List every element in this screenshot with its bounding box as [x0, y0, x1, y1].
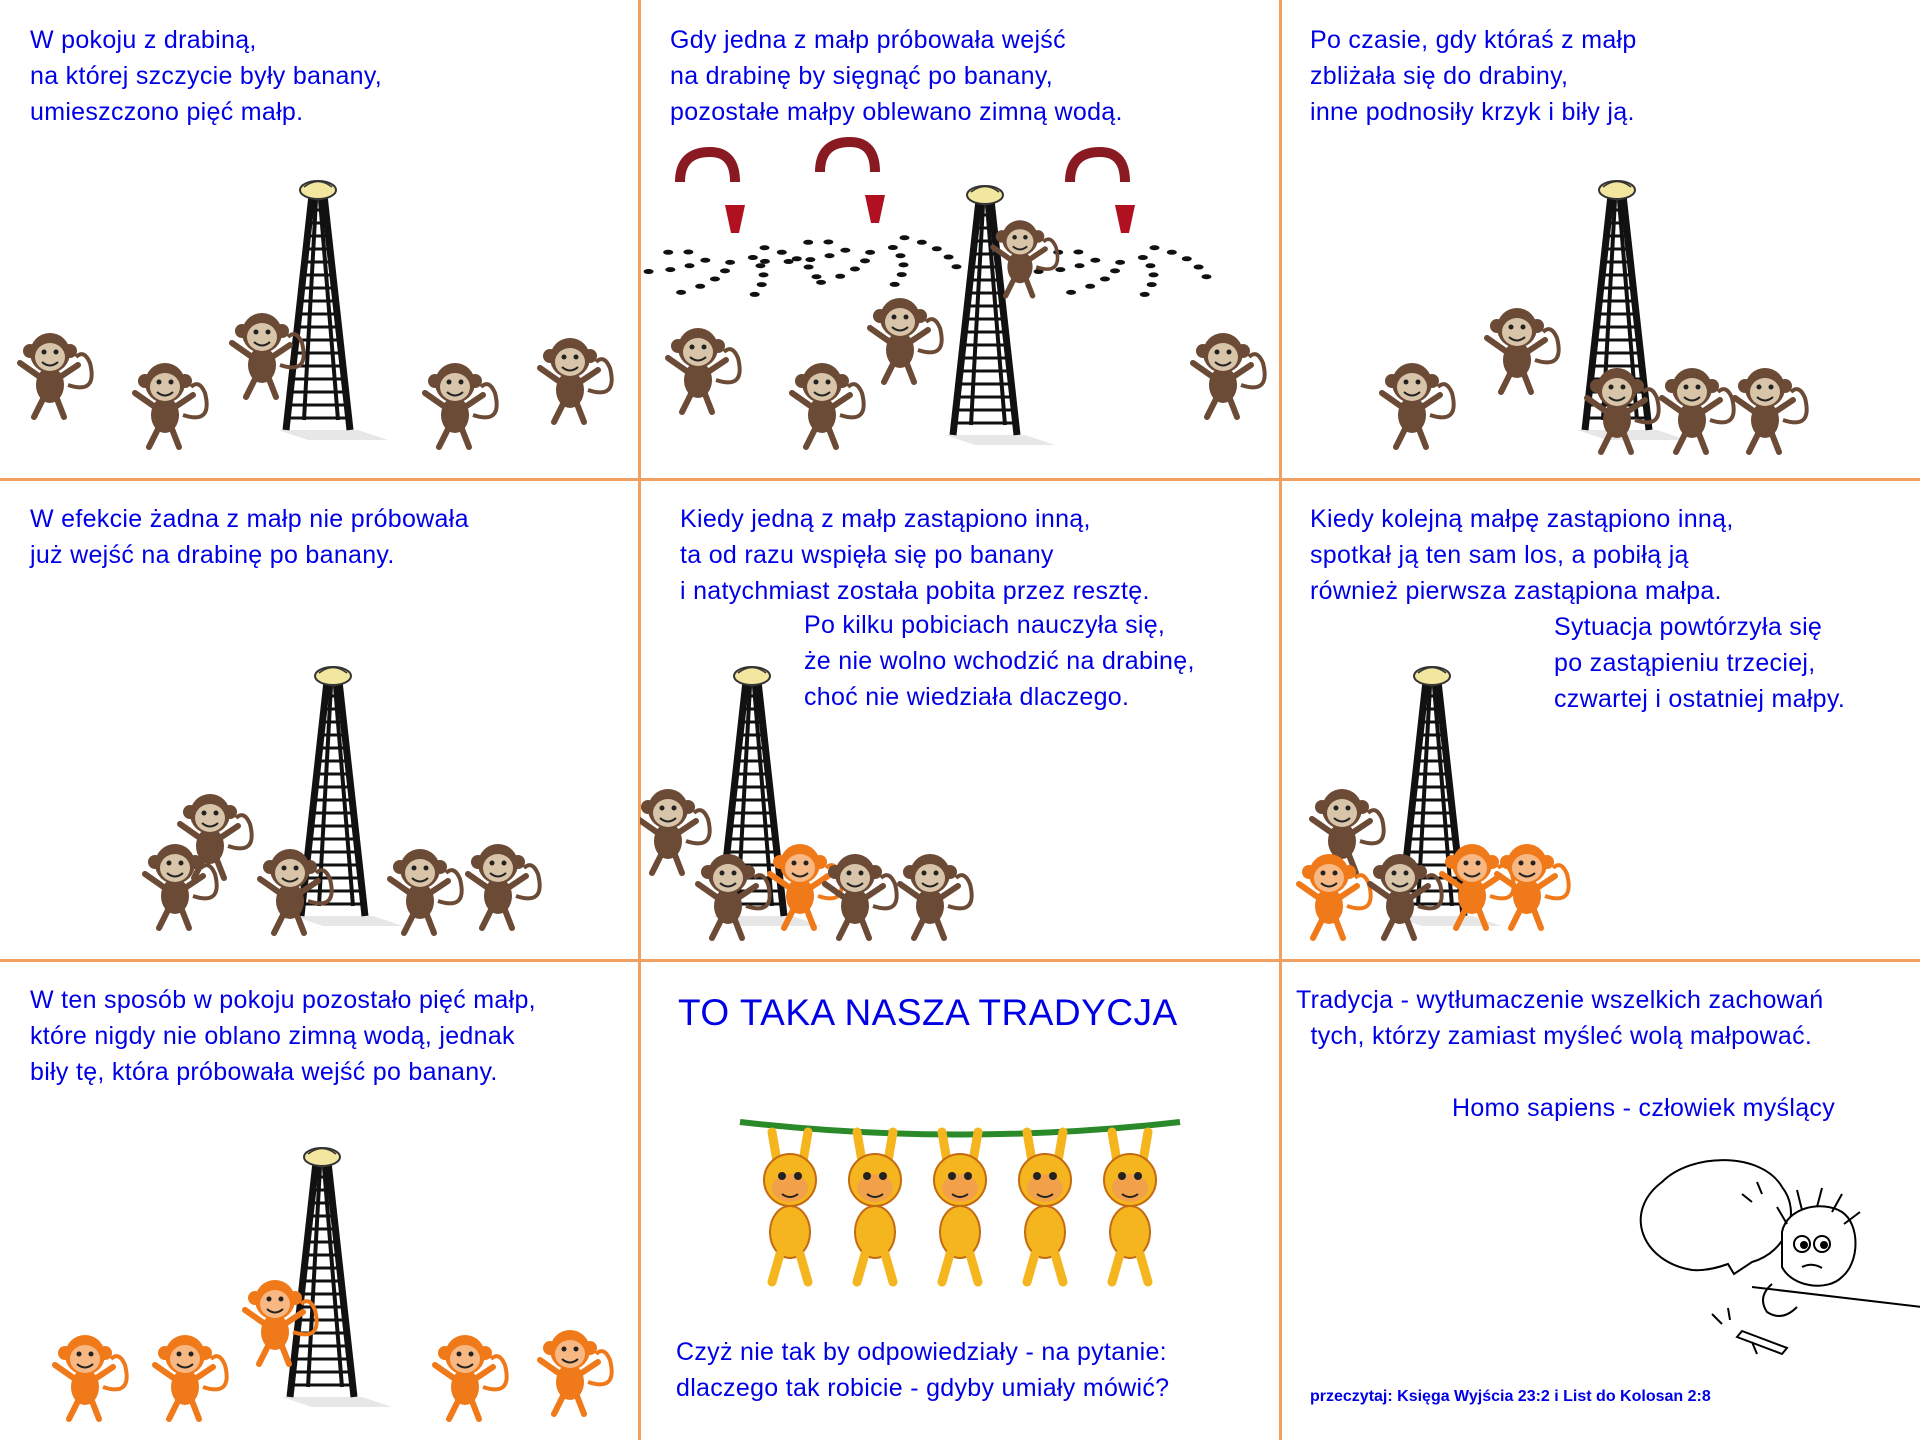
- hanging-monkey-icon: [1104, 1132, 1156, 1282]
- panel-4-illustration: [0, 481, 640, 961]
- thinking-man-illustration: [1282, 962, 1920, 1442]
- panel-5-text: Kiedy jedną z małp zastąpiono inną, ta od razu wspięła się po banany i natychmiast została pobita przez resztę.: [680, 505, 1150, 605]
- monkey-icon: [640, 789, 710, 873]
- water-hose-icon: [640, 152, 821, 297]
- monkey-icon: [540, 1330, 612, 1414]
- reading-reference: przeczytaj: Księga Wyjścia 23:2 i List do Kolosan 2:8: [1310, 1388, 1711, 1405]
- ladder-with-bananas: [282, 1148, 392, 1407]
- monkey-icon: [390, 849, 462, 933]
- monkey-icon: [792, 363, 864, 447]
- panel-3-text: Po czasie, gdy któraś z małp zbliżała się do drabiny, inne podnosiły krzyk i biły ją.: [1310, 26, 1637, 126]
- panel-6-text-continued: Sytuacja powtórzyła się po zastąpieniu trzeciej, czwartej i ostatniej małpy.: [1554, 613, 1846, 713]
- thought-bubble: [1641, 1160, 1791, 1274]
- bananas-icon: [967, 186, 1003, 204]
- monkey-icon: [425, 363, 497, 447]
- panel-6: [1282, 481, 1920, 961]
- bananas-icon: [1599, 181, 1635, 199]
- hanging-monkey-icon: [934, 1132, 986, 1282]
- bananas-icon: [1414, 667, 1450, 685]
- panel-9: [1282, 962, 1920, 1442]
- monkey-icon: [540, 338, 612, 422]
- monkey-icon: [55, 1335, 127, 1419]
- monkey-icon: [1487, 308, 1559, 392]
- monkey-icon: [135, 363, 207, 447]
- ladder-with-bananas: [945, 186, 1055, 445]
- monkey-icon: [870, 298, 942, 382]
- tradition-definition: Tradycja - wytłumaczenie wszelkich zachowań tych, którzy zamiast myśleć wolą małpować.: [1296, 986, 1824, 1050]
- panel-5-text-continued: Po kilku pobiciach nauczyła się, że nie wolno wchodzić na drabinę, choć nie wiedziała dlaczego.: [804, 611, 1195, 711]
- hanging-monkey-icon: [849, 1132, 901, 1282]
- water-hose-icon: [760, 142, 961, 287]
- bananas-icon: [304, 1148, 340, 1166]
- panel-7-illustration: [0, 962, 640, 1442]
- panel-8: [640, 962, 1280, 1442]
- panel-4: [0, 481, 640, 961]
- panel-2: [640, 0, 1280, 480]
- monkey-icon: [1735, 368, 1807, 452]
- panel-5-illustration: [640, 481, 1280, 961]
- monkey-icon: [1299, 854, 1371, 938]
- homo-sapiens-text: Homo sapiens - człowiek myślący: [1452, 1094, 1836, 1122]
- panel-1-illustration: [0, 0, 640, 480]
- panel-6-illustration: [1282, 481, 1920, 961]
- ladder-with-bananas: [278, 181, 388, 440]
- monkey-icon: [468, 844, 540, 928]
- monkey-icon: [900, 854, 972, 938]
- panel-1-text: W pokoju z drabiną, na której szczycie były banany, umieszczono pięć małp.: [30, 26, 383, 126]
- tradition-title: TO TAKA NASZA TRADYCJA: [678, 992, 1178, 1033]
- panel-3-illustration: [1282, 0, 1920, 480]
- monkey-icon: [668, 328, 740, 412]
- panel-6-text: Kiedy kolejną małpę zastąpiono inną, spotkał ją ten sam los, a pobiłą ją również pierwsza zastąpiona małpa.: [1310, 505, 1734, 605]
- panel-7-text: W ten sposób w pokoju pozostało pięć małp, które nigdy nie oblano zimną wodą, jednak biły tę, która próbowała wejść po banany.: [30, 986, 536, 1086]
- monkey-icon: [435, 1335, 507, 1419]
- hanging-monkey-icon: [764, 1132, 816, 1282]
- monkey-icon: [1497, 844, 1569, 928]
- monkey-icon: [20, 333, 92, 417]
- panel-8-illustration: [640, 962, 1280, 1442]
- panel-7: [0, 962, 640, 1442]
- panel-8-question: Czyż nie tak by odpowiedziały - na pytanie: dlaczego tak robicie - gdyby umiały mówić?: [676, 1338, 1170, 1402]
- monkey-icon: [155, 1335, 227, 1419]
- monkey-icon: [1193, 333, 1265, 417]
- panel-2-illustration: [640, 0, 1280, 480]
- panel-5: [640, 481, 1280, 961]
- bananas-icon: [315, 667, 351, 685]
- monkey-icon: [1382, 363, 1454, 447]
- panel-1: [0, 0, 640, 480]
- bananas-icon: [300, 181, 336, 199]
- hanging-monkey-icon: [1019, 1132, 1071, 1282]
- bananas-icon: [734, 667, 770, 685]
- panel-2-text: Gdy jedna z małp próbowała wejść na drabinę by sięgnąć po banany, pozostałe małpy oblewano zimną wodą.: [670, 26, 1123, 126]
- panel-3: [1282, 0, 1920, 480]
- panel-4-text: W efekcie żadna z małp nie próbowała już wejść na drabinę po banany.: [30, 505, 469, 569]
- water-hose-icon: [1010, 152, 1211, 297]
